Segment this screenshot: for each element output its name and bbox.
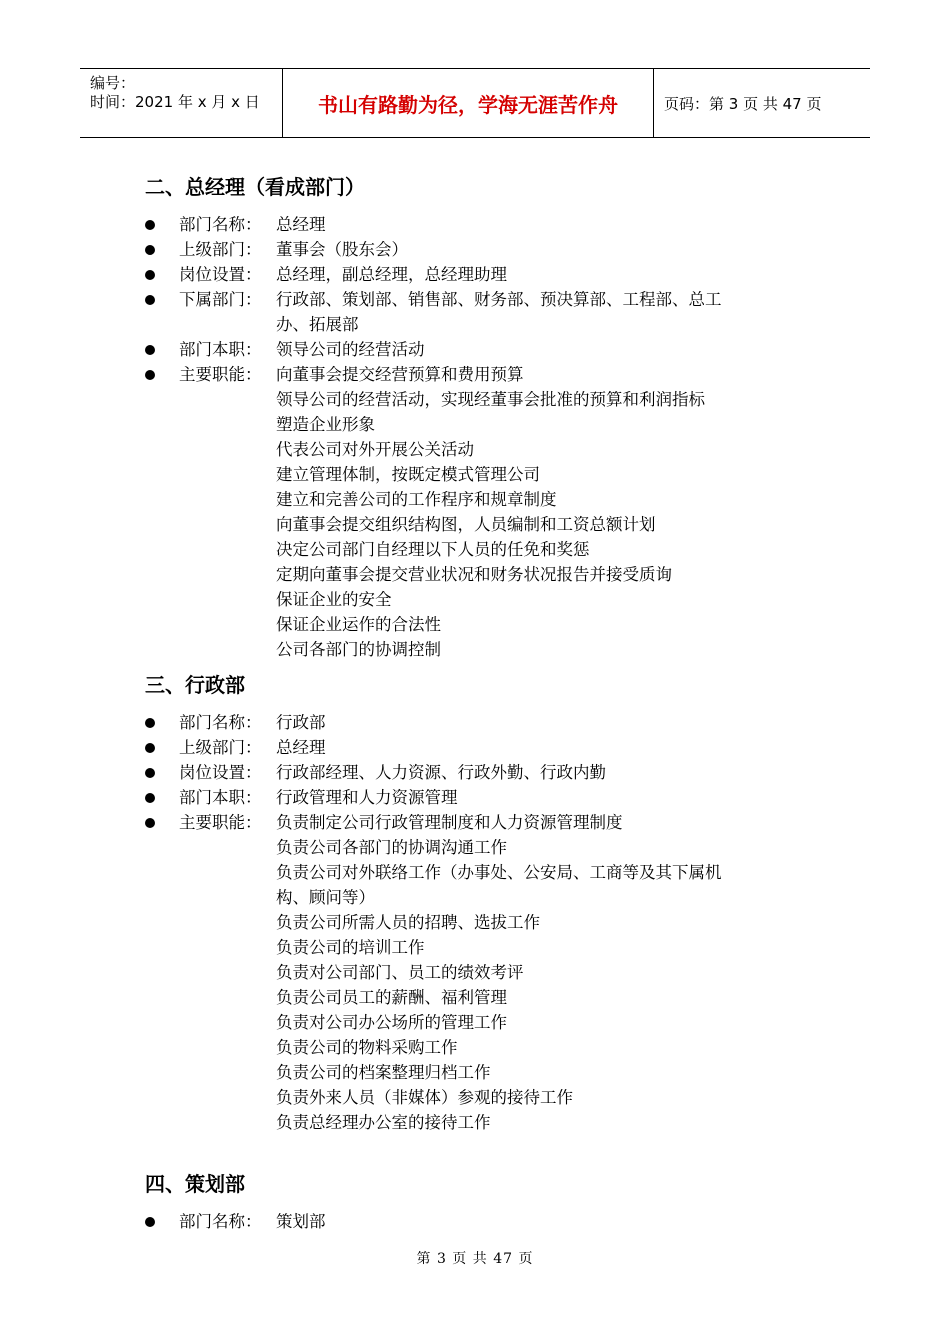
list-item (145, 237, 825, 262)
list-item (145, 735, 825, 760)
bullet-icon (145, 370, 155, 380)
header-meta-cell (80, 69, 283, 137)
field-value-line: 向董事会提交组织结构图，人员编制和工资总额计划 (276, 515, 656, 534)
field-label: 部门本职： (179, 340, 262, 359)
bullet-icon (145, 718, 155, 728)
bullet-icon (145, 345, 155, 355)
field-value: 向董事会提交经营预算和费用预算 (276, 365, 524, 384)
field-value: 总经理 (276, 738, 326, 757)
field-value: 策划部 (276, 1212, 326, 1231)
header-motto: 书山有路勤为径，学海无涯苦作舟 (283, 69, 654, 137)
field-label: 上级部门： (179, 240, 262, 259)
section-title: 三、行政部 (145, 673, 245, 697)
bullet-icon (145, 768, 155, 778)
list-item (145, 785, 825, 810)
bullet-icon (145, 793, 155, 803)
page-footer: 第 3 页 共 47 页 (416, 1251, 534, 1267)
field-value-line: 保证企业的安全 (276, 590, 392, 609)
header-number-label: 编号： (90, 74, 136, 92)
list-item (145, 287, 825, 312)
bullet-icon (145, 270, 155, 280)
section-title: 四、策划部 (145, 1172, 245, 1196)
field-value-line: 决定公司部门自经理以下人员的任免和奖惩 (276, 540, 590, 559)
field-value-line: 建立和完善公司的工作程序和规章制度 (276, 490, 557, 509)
bullet-icon (145, 220, 155, 230)
field-value-line: 负责对公司部门、员工的绩效考评 (276, 963, 524, 982)
field-label: 部门本职： (179, 788, 262, 807)
bullet-icon (145, 743, 155, 753)
field-value-line: 负责外来人员（非媒体）参观的接待工作 (276, 1088, 573, 1107)
field-value-line: 负责公司的物料采购工作 (276, 1038, 458, 1057)
bullet-icon (145, 818, 155, 828)
bullet-icon (145, 245, 155, 255)
field-value: 领导公司的经营活动 (276, 340, 425, 359)
field-value-line: 代表公司对外开展公关活动 (276, 440, 474, 459)
field-value: 行政部经理、人力资源、行政外勤、行政内勤 (276, 763, 606, 782)
field-value-line: 负责对公司办公场所的管理工作 (276, 1013, 507, 1032)
field-value: 董事会（股东会） (276, 240, 408, 259)
page-header (80, 68, 870, 138)
header-page-info: 页码：第 3 页 共 47 页 (664, 94, 822, 113)
bullet-icon (145, 1217, 155, 1227)
bullet-icon (145, 295, 155, 305)
list-item (145, 810, 825, 835)
list-item (145, 262, 825, 287)
field-value-line: 建立管理体制，按既定模式管理公司 (276, 465, 540, 484)
field-value: 总经理，副总经理，总经理助理 (276, 265, 507, 284)
field-value-line: 负责总经理办公室的接待工作 (276, 1113, 491, 1132)
list-item (145, 760, 825, 785)
header-time-label: 时间：2021 年 x 月 x 日 (90, 93, 260, 111)
field-value-line: 公司各部门的协调控制 (276, 640, 441, 659)
field-value-line: 领导公司的经营活动，实现经董事会批准的预算和利润指标 (276, 390, 705, 409)
field-value-line: 办、拓展部 (276, 315, 359, 334)
field-value-line: 负责公司各部门的协调沟通工作 (276, 838, 507, 857)
field-value-line: 塑造企业形象 (276, 415, 375, 434)
list-item (145, 337, 825, 362)
field-label: 岗位设置： (179, 763, 262, 782)
field-value-line: 构、顾问等） (276, 888, 375, 907)
field-value: 总经理 (276, 215, 326, 234)
field-label: 部门名称： (179, 1212, 262, 1231)
field-label: 下属部门： (179, 290, 262, 309)
document-body (145, 170, 825, 1234)
field-value-line: 负责公司对外联络工作（办事处、公安局、工商等及其下属机 (276, 863, 722, 882)
field-value-line: 定期向董事会提交营业状况和财务状况报告并接受质询 (276, 565, 672, 584)
field-value-line: 保证企业运作的合法性 (276, 615, 441, 634)
field-label: 岗位设置： (179, 265, 262, 284)
list-item (145, 212, 825, 237)
field-label: 主要职能： (179, 365, 262, 384)
field-value: 行政部、策划部、销售部、财务部、预决算部、工程部、总工 (276, 290, 722, 309)
section-title: 二、总经理（看成部门） (145, 175, 365, 199)
field-label: 部门名称： (179, 713, 262, 732)
list-item (145, 710, 825, 735)
field-label: 主要职能： (179, 813, 262, 832)
field-value-line: 负责公司的档案整理归档工作 (276, 1063, 491, 1082)
field-value: 负责制定公司行政管理制度和人力资源管理制度 (276, 813, 623, 832)
field-label: 上级部门： (179, 738, 262, 757)
field-value: 行政部 (276, 713, 326, 732)
field-value-line: 负责公司员工的薪酬、福利管理 (276, 988, 507, 1007)
field-value-line: 负责公司的培训工作 (276, 938, 425, 957)
field-label: 部门名称： (179, 215, 262, 234)
field-value-line: 负责公司所需人员的招聘、选拔工作 (276, 913, 540, 932)
list-item (145, 362, 825, 387)
list-item (145, 1209, 825, 1234)
field-value: 行政管理和人力资源管理 (276, 788, 458, 807)
